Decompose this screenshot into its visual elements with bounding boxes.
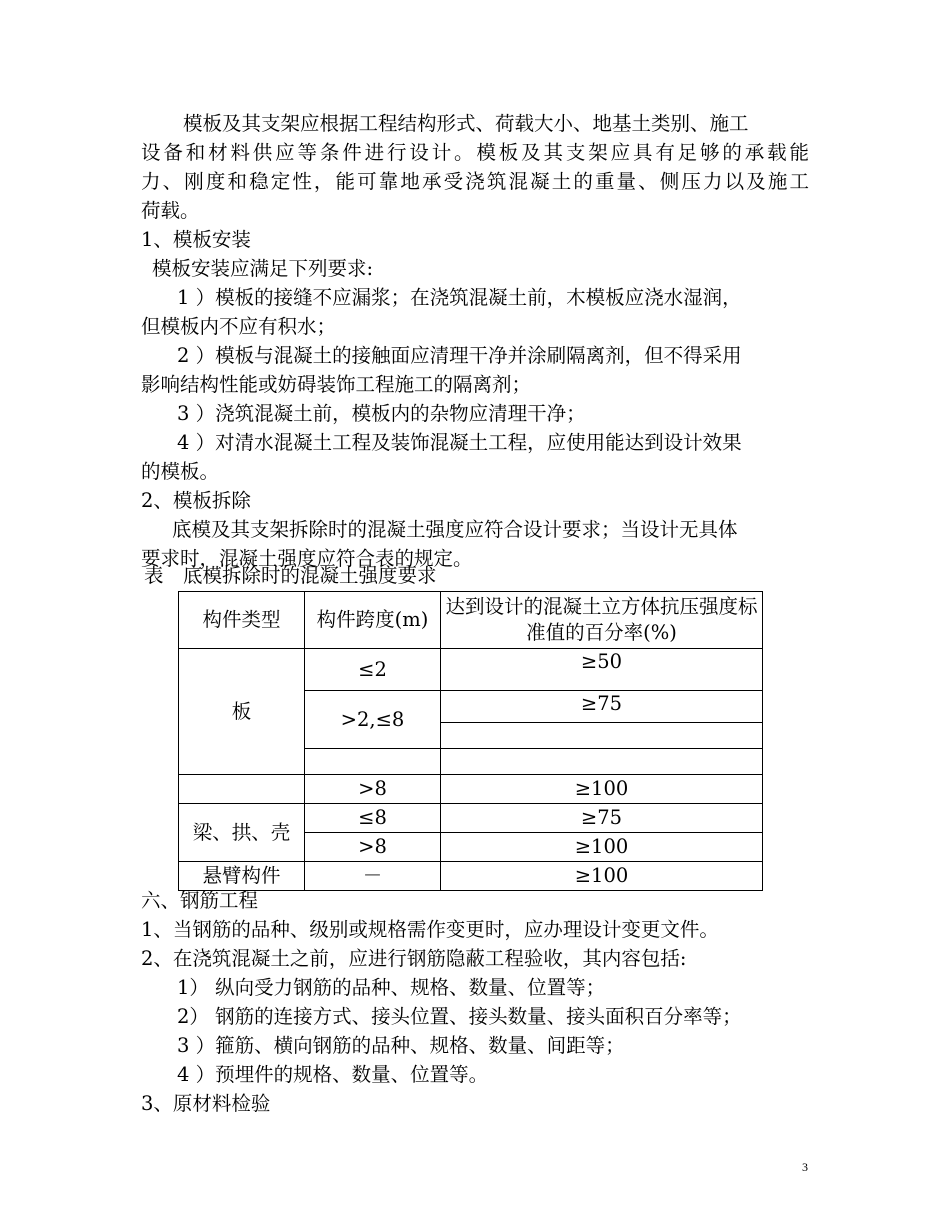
cell-empty bbox=[441, 749, 763, 775]
table-row bbox=[179, 649, 763, 691]
section-1-item-3: 3 ）浇筑混凝土前，模板内的杂物应清理干净； bbox=[177, 402, 586, 425]
section-1-item-4-line-2: 的模板。 bbox=[141, 460, 220, 483]
header-span: 构件跨度(m) bbox=[305, 592, 441, 649]
cell-cantilever-type: 悬臂构件 bbox=[179, 862, 305, 891]
section-1-heading: 1、模板安装 bbox=[141, 228, 251, 251]
section-1-item-4-line-1: 4 ）对清水混凝土工程及装饰混凝土工程，应使用能达到设计效果 bbox=[177, 431, 742, 454]
cell-slab-type: 板 bbox=[179, 649, 305, 775]
table-caption: 表 底模拆除时的混凝土强度要求 bbox=[144, 564, 437, 587]
table-header-row bbox=[179, 592, 763, 649]
intro-line-3: 力、刚度和稳定性，能可靠地承受浇筑混凝土的重量、侧压力以及施工 bbox=[141, 170, 809, 193]
header-member-type: 构件类型 bbox=[179, 592, 305, 649]
section-6-item-3: 3、原材料检验 bbox=[141, 1092, 271, 1115]
cell-slab-value-2: ≥75 bbox=[441, 691, 763, 723]
cell-empty bbox=[305, 749, 441, 775]
strength-table bbox=[178, 591, 763, 891]
section-6-subitem-4: 4 ）预埋件的规格、数量、位置等。 bbox=[177, 1063, 489, 1086]
cell-beam-span-2: >8 bbox=[305, 833, 441, 862]
header-strength-percent: 达到设计的混凝土立方体抗压强度标准值的百分率(%) bbox=[441, 592, 763, 649]
section-2-body-line-2: 要求时，混凝土强度应符合表的规定。 bbox=[141, 547, 473, 570]
intro-line-4: 荷载。 bbox=[141, 199, 200, 222]
cell-beam-span-1: ≤8 bbox=[305, 804, 441, 833]
table-row bbox=[179, 804, 763, 833]
section-6-subitem-2: 2） 钢筋的连接方式、接头位置、接头数量、接头面积百分率等； bbox=[177, 1005, 742, 1028]
table-row bbox=[179, 862, 763, 891]
cell-cantilever-value: ≥100 bbox=[441, 862, 763, 891]
cell-beam-value-1: ≥75 bbox=[441, 804, 763, 833]
page-number: 3 bbox=[802, 1160, 808, 1174]
section-1-item-1-line-1: 1 ）模板的接缝不应漏浆；在浇筑混凝土前，木模板应浇水湿润， bbox=[177, 286, 742, 309]
cell-span-gt8: >8 bbox=[305, 775, 441, 804]
cell-slab-value-1: ≥50 bbox=[441, 649, 763, 691]
section-1-item-1-line-2: 但模板内不应有积水； bbox=[141, 315, 337, 338]
table-row bbox=[179, 775, 763, 804]
section-6-subitem-3: 3 ）箍筋、横向钢筋的品种、规格、数量、间距等； bbox=[177, 1034, 625, 1057]
cell-slab-span-1: ≤2 bbox=[305, 649, 441, 691]
section-6-subitem-1: 1） 纵向受力钢筋的品种、规格、数量、位置等； bbox=[177, 976, 606, 999]
cell-empty bbox=[179, 775, 305, 804]
cell-slab-span-2: >2,≤8 bbox=[305, 691, 441, 749]
cell-beam-value-2: ≥100 bbox=[441, 833, 763, 862]
section-6-item-2: 2、在浇筑混凝土之前，应进行钢筋隐蔽工程验收，其内容包括: bbox=[141, 947, 687, 970]
cell-value-gt8: ≥100 bbox=[441, 775, 763, 804]
section-1-lead: 模板安装应满足下列要求: bbox=[152, 257, 374, 280]
section-2-heading: 2、模板拆除 bbox=[141, 489, 251, 512]
section-6-heading: 六、钢筋工程 bbox=[141, 889, 259, 912]
intro-line-1: 模板及其支架应根据工程结构形式、荷载大小、地基土类别、施工 bbox=[183, 112, 749, 135]
cell-cantilever-span: － bbox=[305, 862, 441, 891]
section-6-item-1: 1、当钢筋的品种、级别或规格需作变更时，应办理设计变更文件。 bbox=[141, 918, 719, 941]
section-1-item-2-line-2: 影响结构性能或妨碍装饰工程施工的隔离剂； bbox=[141, 373, 532, 396]
section-2-body-line-1: 底模及其支架拆除时的混凝土强度应符合设计要求；当设计无具体 bbox=[172, 518, 738, 541]
cell-empty bbox=[441, 723, 763, 749]
intro-line-2: 设备和材料供应等条件进行设计。模板及其支架应具有足够的承载能 bbox=[141, 141, 809, 164]
section-1-item-2-line-1: 2 ）模板与混凝土的接触面应清理干净并涂刷隔离剂，但不得采用 bbox=[177, 344, 742, 367]
cell-beam-type: 梁、拱、壳 bbox=[179, 804, 305, 862]
